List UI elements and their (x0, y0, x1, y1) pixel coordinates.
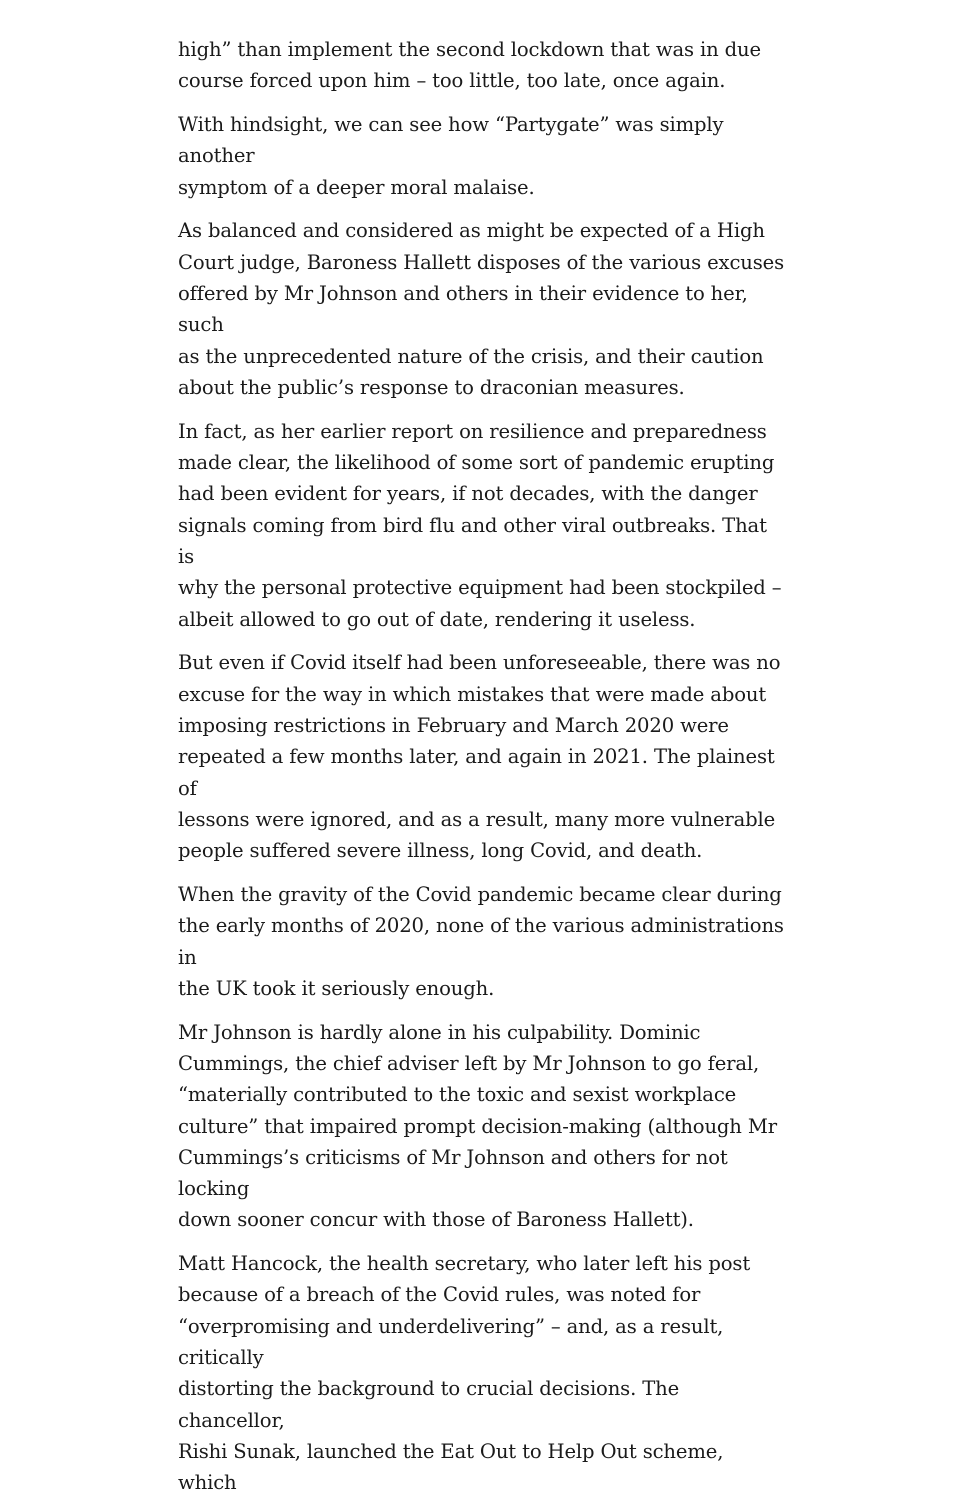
article-body (178, 34, 786, 1511)
paragraph-gravity: When the gravity of the Covid pandemic became clear during the early months of 2020, none of the various administrations in the UK took it seriously enough. (178, 882, 784, 1000)
paragraph-lockdown: high” than implement the second lockdown that was in due course forced upon him – too little, too late, once again. (178, 38, 761, 93)
paragraph-partygate: With hindsight, we can see how “Partygate” was simply another symptom of a deeper moral malaise. (178, 113, 724, 199)
paragraph-preparedness: In fact, as her earlier report on resilience and preparedness made clear, the likelihood of some sort of pandemic erupting had been evident for years, if not decades, with the danger signals coming from bird flu and other viral outbreaks. That is why the personal protective equipment had been stockpiled – albeit allowed to go out of date, rendering it useless. (178, 419, 782, 631)
paragraph-cummings: Mr Johnson is hardly alone in his culpability. Dominic Cummings, the chief adviser left by Mr Johnson to go feral, “materially contributed to the toxic and sexist workplace culture” that impaired prompt decision-making (although Mr Cummings’s criticisms of Mr Johnson and others for not locking down sooner concur with those of Baroness Hallett). (178, 1020, 777, 1232)
paragraph-mistakes-repeated: But even if Covid itself had been unforeseeable, there was no excuse for the way in which mistakes that were made about imposing restrictions in February and March 2020 were repeated a few months later, and again in 2021. The plainest of lessons were ignored, and as a result, many more vulnerable people suffered severe illness, long Covid, and death. (178, 651, 781, 863)
paragraph-hancock-sunak: Matt Hancock, the health secretary, who later left his post because of a breach of the Covid rules, was noted for “overpromising and underdelivering” – and, as a result, critically distorting the background to crucial decisions. The chancellor, Rishi Sunak, launched the Eat Out to Help Out scheme, which (178, 1252, 751, 1495)
paragraph-hallett-excuses: As balanced and considered as might be expected of a High Court judge, Baroness Hallett disposes of the various excuses offered by Mr Johnson and others in their evidence to her, such as the unprecedented nature of the crisis, and their caution about the public’s response to draconian measures. (178, 219, 784, 399)
